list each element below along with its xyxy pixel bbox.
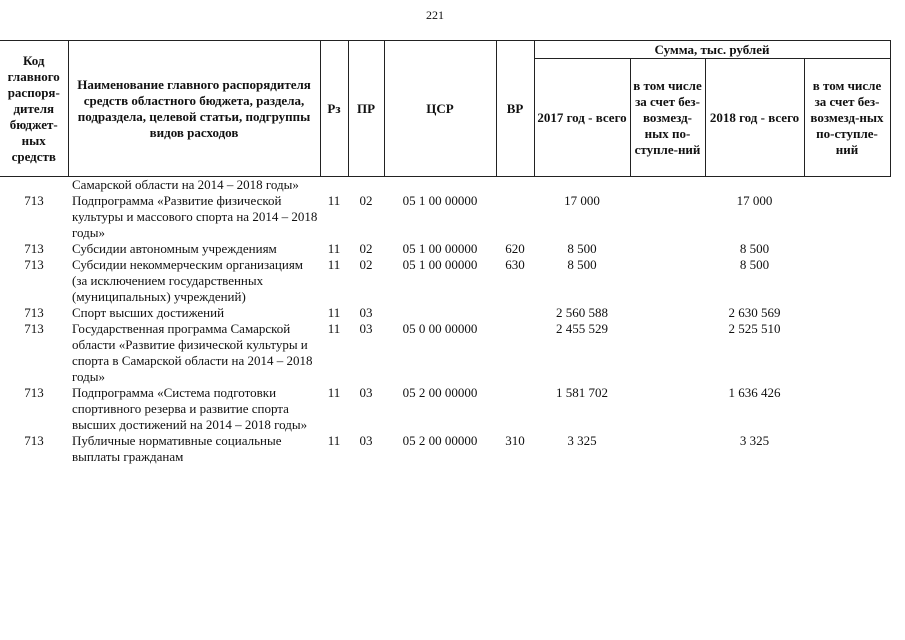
cell-2017-incl [630,433,705,465]
cell-csr: 05 1 00 00000 [402,241,478,256]
cell-pr: 02 [359,257,373,272]
cell-csr [384,177,496,194]
cell-pr [348,177,384,194]
cell-name: Публичные нормативные социальные выплаты гражданам [72,433,282,464]
cell-name: Подпрограмма «Развитие физической культуры и массового спорта на 2014 – 2018 годы» [72,193,318,240]
cell-2017-incl [630,241,705,257]
cell-2018-incl [804,433,890,465]
cell-2018-incl [804,305,890,321]
table-header [0,41,890,177]
cell-2018-total: 8 500 [739,257,770,272]
cell-2017-incl [630,193,705,241]
cell-2017-total: 1 581 702 [556,385,608,400]
cell-2018-total: 2 525 510 [728,321,781,336]
cell-pr: 02 [359,241,373,256]
cell-2018-total: 3 325 [739,433,770,448]
cell-name: Субсидии некоммерческим организациям (за исключением государственных (муниципальных) учреждений) [72,257,304,304]
cell-2017-incl [630,305,705,321]
table-row [0,241,890,257]
cell-2017-incl [630,321,705,385]
cell-2018-incl [804,241,890,257]
table-row [0,177,890,194]
cell-2017-total: 2 455 529 [556,321,608,336]
cell-vr [496,305,534,321]
cell-2018-incl [804,321,890,385]
header-vr: ВР [496,41,534,177]
cell-code [0,177,68,194]
header-2018-total: 2018 год - всего [705,59,804,177]
cell-2018-total [705,177,804,194]
cell-rz: 11 [327,385,341,400]
cell-csr: 05 1 00 00000 [402,193,478,208]
cell-rz: 11 [327,433,341,448]
header-csr: ЦСР [384,41,496,177]
cell-code: 713 [24,305,44,320]
header-code: Код главного распоря-дителя бюджет-ных средств [0,41,68,177]
cell-vr [496,193,534,241]
cell-2017-total: 17 000 [564,193,600,208]
header-rz: Рз [320,41,348,177]
cell-csr: 05 2 00 00000 [402,433,478,448]
cell-rz: 11 [327,321,341,336]
table-row [0,305,890,321]
header-name: Наименование главного распорядителя средств областного бюджета, раздела, подраздела, целевой статьи, подгруппы видов расходов [68,41,320,177]
cell-code: 713 [24,385,44,400]
cell-code: 713 [24,241,44,256]
cell-pr: 03 [359,321,373,336]
header-pr: ПР [348,41,384,177]
cell-vr: 620 [505,241,525,256]
cell-csr: 05 0 00 00000 [402,321,478,336]
cell-2018-total: 17 000 [736,193,773,208]
header-sum-group: Сумма, тыс. рублей [534,41,890,59]
header-2017-total: 2017 год - всего [534,59,630,177]
cell-vr: 310 [505,433,525,448]
cell-pr: 03 [359,305,373,320]
cell-rz: 11 [327,257,341,272]
cell-2018-incl [804,177,890,194]
cell-2017-total: 8 500 [567,241,597,256]
cell-2017-total: 8 500 [567,257,597,272]
cell-2018-incl [804,193,890,241]
page-number: 221 [426,8,444,22]
cell-rz: 11 [327,241,341,256]
cell-pr: 03 [359,385,373,400]
cell-2018-total: 8 500 [739,241,770,256]
cell-2017-total: 2 560 588 [556,305,608,320]
cell-name: Субсидии автономным учреждениям [72,241,277,256]
cell-name: Самарской области на 2014 – 2018 годы» [72,177,299,192]
cell-2017-incl [630,385,705,433]
table-row [0,193,890,241]
cell-csr: 05 2 00 00000 [402,385,478,400]
cell-name: Спорт высших достижений [72,305,225,320]
cell-csr [384,305,496,321]
cell-2018-incl [804,385,890,433]
header-2017-incl: в том числе за счет без-возмезд-ных по-ступле-ний [630,59,705,177]
cell-code: 713 [24,193,44,208]
cell-vr [496,177,534,194]
cell-rz: 11 [327,193,341,208]
cell-code: 713 [24,257,44,272]
cell-2017-incl [630,257,705,305]
cell-rz [320,177,348,194]
cell-name: Подпрограмма «Система подготовки спортивного резерва и развитие спорта высших достижений на 2014 – 2018 годы» [72,385,308,432]
table-body [0,177,890,466]
cell-code: 713 [24,433,44,448]
cell-rz: 11 [327,305,341,320]
cell-2017-total: 3 325 [567,433,597,448]
cell-csr: 05 1 00 00000 [402,257,478,272]
table-row [0,257,890,305]
table-row [0,385,890,433]
budget-table [0,40,891,465]
table-row [0,321,890,385]
header-2018-incl: в том числе за счет без-возмезд-ных по-ступле-ний [804,59,890,177]
cell-pr: 03 [359,433,373,448]
cell-pr: 02 [359,193,373,208]
cell-2018-incl [804,257,890,305]
cell-code: 713 [24,321,44,336]
cell-2018-total: 1 636 426 [728,385,781,400]
cell-vr: 630 [505,257,525,272]
cell-vr [496,385,534,433]
table-row [0,433,890,465]
cell-name: Государственная программа Самарской области «Развитие физической культуры и спорта в Самарской области на 2014 – 2018 годы» [72,321,313,384]
cell-vr [496,321,534,385]
cell-2017-total [534,177,630,194]
cell-2017-incl [630,177,705,194]
cell-2018-total: 2 630 569 [728,305,781,320]
